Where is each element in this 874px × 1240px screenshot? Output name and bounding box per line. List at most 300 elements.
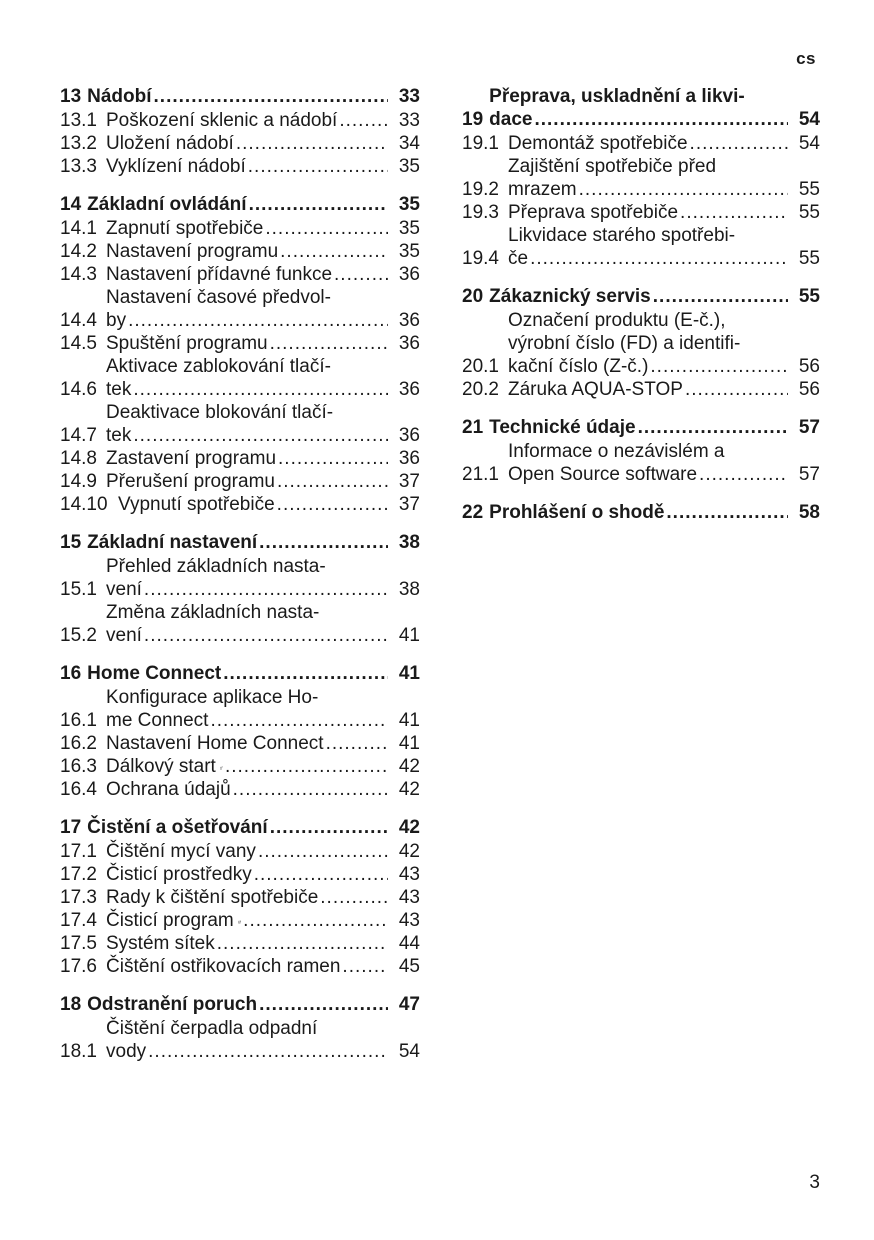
chapter-title-last-line [87,816,420,839]
toc-chapter-heading[interactable] [60,662,420,685]
entry-title-line: mrazem [508,179,577,200]
entry-page: 54 [398,1041,420,1062]
chapter-title-block [87,662,420,685]
chapter-title-block [87,816,420,839]
entry-title-line: Zajištění spotřebiče před [508,156,717,177]
entry-title-last-line [106,578,420,601]
entry-title-block [106,863,420,886]
toc-entry[interactable] [60,686,420,732]
chapter-page: 47 [398,994,420,1015]
toc-entry[interactable] [462,378,820,401]
chapter-title-block [87,531,420,554]
dot-leader [148,1040,388,1063]
entry-page: 36 [398,333,420,354]
entry-title-last-line [508,463,820,486]
toc-entry[interactable] [60,286,420,332]
entry-title-line: me Connect [106,710,209,731]
entry-number: 16.4 [60,779,97,800]
entry-title-last-line [106,932,420,955]
entry-page: 37 [398,494,420,515]
entry-title-last-line [106,217,420,240]
toc-entry[interactable] [60,755,420,778]
dot-leader [265,217,388,240]
chapter-title-block [87,85,420,108]
toc-entry[interactable] [60,155,420,178]
chapter-title-last-line [489,285,820,308]
entry-page: 42 [398,841,420,862]
entry-number: 17.4 [60,910,97,931]
entry-title-block [508,132,820,155]
dot-leader [690,132,788,155]
entry-title-last-line [106,863,420,886]
entry-title-line: če [508,248,529,269]
dot-leader [154,85,388,108]
dot-leader [144,624,388,647]
entry-title-block [106,1017,420,1063]
entry-page: 36 [398,310,420,331]
entry-title-line: Přerušení programu [106,471,275,492]
entry-title-last-line [118,493,420,516]
toc-entry[interactable] [462,224,820,270]
entry-page: 43 [398,887,420,908]
chapter-title-last-line [489,501,820,524]
entry-title-line: Deaktivace blokování tlačí- [106,402,334,423]
chapter-page: 54 [798,109,820,130]
toc-entry[interactable] [60,447,420,470]
toc-entry[interactable] [60,863,420,886]
toc-entry[interactable] [462,309,820,378]
entry-number: 19.2 [462,179,499,200]
entry-title-line: Zapnutí spotřebiče [106,218,264,239]
entry-page: 43 [398,864,420,885]
entry-title-line: Nastavení časové předvol- [106,287,331,308]
chapter-title: Nádobí [87,86,152,107]
chapter-number: 15 [60,532,82,553]
toc-column-left [60,85,420,1078]
entry-page: 45 [398,956,420,977]
entry-title-block [118,493,420,516]
entry-number: 19.1 [462,133,499,154]
chapter-title-last-line [87,993,420,1016]
entry-title-line: Rady k čištění spotřebiče [106,887,319,908]
entry-title-line: tek [106,425,132,446]
toc-entry[interactable] [60,601,420,647]
entry-title-last-line [508,178,820,201]
entry-page: 44 [398,933,420,954]
dot-leader [278,447,388,470]
entry-page: 37 [398,471,420,492]
entry-title-line: vení [106,579,142,600]
chapter-number: 17 [60,817,82,838]
chapter-title-last-line [87,193,420,216]
toc-chapter-heading[interactable] [60,531,420,554]
entry-title-line: Open Source software [508,464,698,485]
toc-entry[interactable] [60,217,420,240]
entry-title-line: Čištění ostřikovacích ramen [106,956,341,977]
entry-title-last-line [106,709,420,732]
toc-entry[interactable] [60,1017,420,1063]
entry-number: 20.2 [462,379,499,400]
entry-page: 41 [398,733,420,754]
entry-number: 14.8 [60,448,97,469]
toc-entry[interactable] [60,840,420,863]
dot-leader [144,578,388,601]
entry-title-block [106,109,420,132]
toc-section [60,193,420,516]
entry-title-last-line [106,263,420,286]
entry-page: 36 [398,379,420,400]
chapter-title-block [489,501,820,524]
entry-title-line: Nastavení programu [106,241,279,262]
entry-title-line: Likvidace starého spotřebi- [508,225,736,246]
dot-leader [259,531,388,554]
entry-number: 14.9 [60,471,97,492]
chapter-number: 13 [60,86,82,107]
entry-title-last-line [106,840,420,863]
entry-title-last-line [106,955,420,978]
toc-entry[interactable] [60,240,420,263]
toc-section [60,85,420,178]
dot-leader [236,132,388,155]
entry-title-last-line [106,309,420,332]
toc-entry[interactable] [60,732,420,755]
toc-entry[interactable] [60,955,420,978]
entry-title-line: výrobní číslo (FD) a identifi- [508,333,741,354]
entry-page: 57 [798,464,820,485]
entry-number: 13.1 [60,110,97,131]
entry-title-block [106,155,420,178]
chapter-page: 57 [798,417,820,438]
dot-leader [248,155,388,178]
dot-leader [280,240,388,263]
entry-page: 56 [798,356,820,377]
entry-title-line: Přeprava spotřebiče [508,202,679,223]
dot-leader [653,285,788,308]
chapter-title: Home Connect [87,663,222,684]
toc-entry[interactable] [462,201,820,224]
toc-entry[interactable] [60,778,420,801]
entry-number: 17.6 [60,956,97,977]
entry-title-last-line [106,624,420,647]
entry-title-last-line [106,240,420,263]
entry-number: 17.3 [60,887,97,908]
dot-leader [270,332,388,355]
dot-leader [133,424,388,447]
entry-number: 13.2 [60,133,97,154]
entry-page: 35 [398,156,420,177]
dot-leader [217,932,388,955]
dot-leader [680,201,788,224]
entry-number: 18.1 [60,1041,97,1062]
entry-title-line: Přehled základních nasta- [106,556,326,577]
entry-title-last-line [508,378,820,401]
entry-title-block [106,755,420,778]
entry-title-line: Označení produktu (E-č.), [508,310,726,331]
toc-entry[interactable] [60,332,420,355]
chapter-page: 38 [398,532,420,553]
entry-title-block [508,155,820,201]
entry-title-line: by [106,310,127,331]
dot-leader [638,416,788,439]
entry-title-line: Systém sítek [106,933,215,954]
entry-page: 38 [398,579,420,600]
entry-title-block [106,217,420,240]
entry-title-last-line [106,778,420,801]
dot-leader [223,662,388,685]
entry-title-line: Čištění čerpadla odpadní [106,1018,318,1039]
entry-title-last-line [106,378,420,401]
chapter-number: 16 [60,663,82,684]
dot-leader [320,886,388,909]
entry-page: 55 [798,202,820,223]
entry-title-line: Vyklízení nádobí [106,156,246,177]
toc-chapter-heading[interactable] [60,816,420,839]
toc-entry[interactable] [60,401,420,447]
chapter-number: 14 [60,194,82,215]
dot-leader [339,109,388,132]
entry-title-line: Nastavení Home Connect [106,733,324,754]
entry-title-last-line [508,201,820,224]
entry-title-last-line [508,132,820,155]
entry-page: 33 [398,110,420,131]
dot-leader [530,247,788,270]
entry-title-block [106,286,420,332]
toc-section [462,501,820,524]
entry-title-line: Demontáž spotřebiče [508,133,688,154]
entry-title-last-line [106,1040,420,1063]
toc-section [462,285,820,401]
toc-entry[interactable] [462,132,820,155]
dot-leader [685,378,788,401]
entry-title-block [106,955,420,978]
entry-title-block [106,401,420,447]
entry-title-last-line [106,732,420,755]
toc-chapter-heading[interactable] [462,285,820,308]
entry-number: 13.3 [60,156,97,177]
chapter-title: Zákaznický servis [489,286,651,307]
entry-title-line: Dálkový start [106,756,216,777]
entry-title-last-line [106,424,420,447]
entry-number: 17.2 [60,864,97,885]
entry-title-block [106,909,420,932]
dot-leader [579,178,788,201]
entry-title-last-line [106,332,420,355]
chapter-title: Přeprava, uskladnění a likvi- [489,86,745,107]
entry-title-last-line [106,755,420,778]
entry-page: 42 [398,779,420,800]
toc-chapter-heading[interactable] [60,85,420,108]
toc-entry[interactable] [60,493,420,516]
entry-title-block [106,470,420,493]
entry-number: 16.3 [60,756,97,777]
entry-page: 36 [398,264,420,285]
entry-number: 15.1 [60,579,97,600]
chapter-title-block [87,193,420,216]
entry-title-line: kační číslo (Z-č.) [508,356,649,377]
entry-title-line: vody [106,1041,147,1062]
chapter-title-block [489,285,820,308]
entry-title-line: Informace o nezávislém a [508,441,725,462]
dot-leader [277,470,388,493]
toc-chapter-heading[interactable] [462,416,820,439]
chapter-title-block [489,85,820,131]
entry-title-line: Konfigurace aplikace Ho- [106,687,319,708]
toc-entry[interactable] [462,440,820,486]
entry-title-last-line [106,470,420,493]
entry-page: 34 [398,133,420,154]
entry-title-line: Čisticí prostředky [106,864,252,885]
entry-title-last-line [106,447,420,470]
entry-page: 55 [798,179,820,200]
cleaning-program-icon [238,912,241,932]
entry-title-line: Uložení nádobí [106,133,234,154]
entry-number: 14.3 [60,264,97,285]
entry-number: 17.1 [60,841,97,862]
entry-number: 19.4 [462,248,499,269]
entry-title-block [508,224,820,270]
chapter-title: Základní nastavení [87,532,258,553]
chapter-title: Technické údaje [489,417,636,438]
entry-title-block [106,686,420,732]
chapter-title: Odstranění poruch [87,994,258,1015]
entry-title-block [508,378,820,401]
entry-number: 15.2 [60,625,97,646]
chapter-page: 41 [398,663,420,684]
entry-title-block [106,601,420,647]
dot-leader [128,309,388,332]
entry-page: 36 [398,425,420,446]
entry-title-last-line [508,247,820,270]
entry-number: 17.5 [60,933,97,954]
entry-page: 43 [398,910,420,931]
entry-page: 35 [398,241,420,262]
toc-chapter-heading[interactable] [462,85,820,131]
entry-number: 16.2 [60,733,97,754]
dot-leader [342,955,388,978]
toc-entry[interactable] [60,932,420,955]
chapter-title: Prohlášení o shodě [489,502,665,523]
entry-title-line: vení [106,625,142,646]
chapter-title-block [489,416,820,439]
toc-entry[interactable] [60,109,420,132]
entry-title-block [106,240,420,263]
toc-entry[interactable] [60,886,420,909]
entry-title-line: Záruka AQUA-STOP [508,379,683,400]
entry-number: 14.10 [60,494,108,515]
entry-title-line: Ochrana údajů [106,779,231,800]
entry-number: 14.6 [60,379,97,400]
entry-page: 36 [398,448,420,469]
dot-leader [210,709,388,732]
dot-leader [277,493,388,516]
toc-section [60,816,420,978]
entry-title-block [106,332,420,355]
toc-entry[interactable] [60,263,420,286]
chapter-title-last-line [489,416,820,439]
entry-title-line: Vypnutí spotřebiče [118,494,275,515]
toc-entry[interactable] [462,155,820,201]
entry-title-block [508,201,820,224]
toc-entry[interactable] [60,470,420,493]
chapter-number: 20 [462,286,484,307]
entry-page: 35 [398,218,420,239]
dot-leader [666,501,788,524]
dot-leader [225,755,388,778]
entry-number: 21.1 [462,464,499,485]
toc-entry[interactable] [60,555,420,601]
toc-section [462,416,820,486]
entry-title-block [508,440,820,486]
entry-title-block [106,355,420,401]
entry-title-last-line [106,909,420,932]
dot-leader [249,193,388,216]
toc-section [60,662,420,801]
entry-title-last-line [508,355,820,378]
entry-page: 41 [398,625,420,646]
language-code: cs [796,49,816,68]
dot-leader [133,378,388,401]
page-number: 3 [809,1172,820,1193]
chapter-title: Základní ovládání [87,194,247,215]
entry-number: 19.3 [462,202,499,223]
entry-title-block [106,132,420,155]
dot-leader [233,778,388,801]
entry-title-line: Zastavení programu [106,448,277,469]
entry-number: 14.4 [60,310,97,331]
chapter-title-last-line [489,108,820,131]
chapter-number: 21 [462,417,484,438]
dot-leader [326,732,388,755]
chapter-title-continued: dace [489,109,533,130]
chapter-title-last-line [87,662,420,685]
dot-leader [258,840,388,863]
entry-page: 41 [398,710,420,731]
entry-title-block [106,555,420,601]
entry-title-line: Aktivace zablokování tlačí- [106,356,331,377]
remote-start-icon [220,758,223,778]
entry-title-line: Změna základních nasta- [106,602,320,623]
entry-title-last-line [106,886,420,909]
entry-title-block [508,309,820,378]
chapter-title-last-line [87,531,420,554]
chapter-title: Čistění a ošetřování [87,817,268,838]
toc-entry[interactable] [60,132,420,155]
entry-page: 54 [798,133,820,154]
entry-title-line: Poškození sklenic a nádobí [106,110,338,131]
toc-entry[interactable] [60,355,420,401]
dot-leader [270,816,388,839]
entry-number: 20.1 [462,356,499,377]
entry-title-block [106,840,420,863]
toc-chapter-heading[interactable] [60,993,420,1016]
entry-number: 14.1 [60,218,97,239]
entry-title-block [106,886,420,909]
entry-title-line: Nastavení přídavné funkce [106,264,333,285]
chapter-page: 55 [798,286,820,307]
entry-title-block [106,263,420,286]
chapter-title-block [87,993,420,1016]
entry-title-block [106,732,420,755]
chapter-number: 18 [60,994,82,1015]
chapter-page: 33 [398,86,420,107]
toc-entry[interactable] [60,909,420,932]
toc-chapter-heading[interactable] [60,193,420,216]
dot-leader [334,263,388,286]
toc-chapter-heading[interactable] [462,501,820,524]
entry-page: 56 [798,379,820,400]
entry-title-last-line [106,155,420,178]
dot-leader [259,993,388,1016]
